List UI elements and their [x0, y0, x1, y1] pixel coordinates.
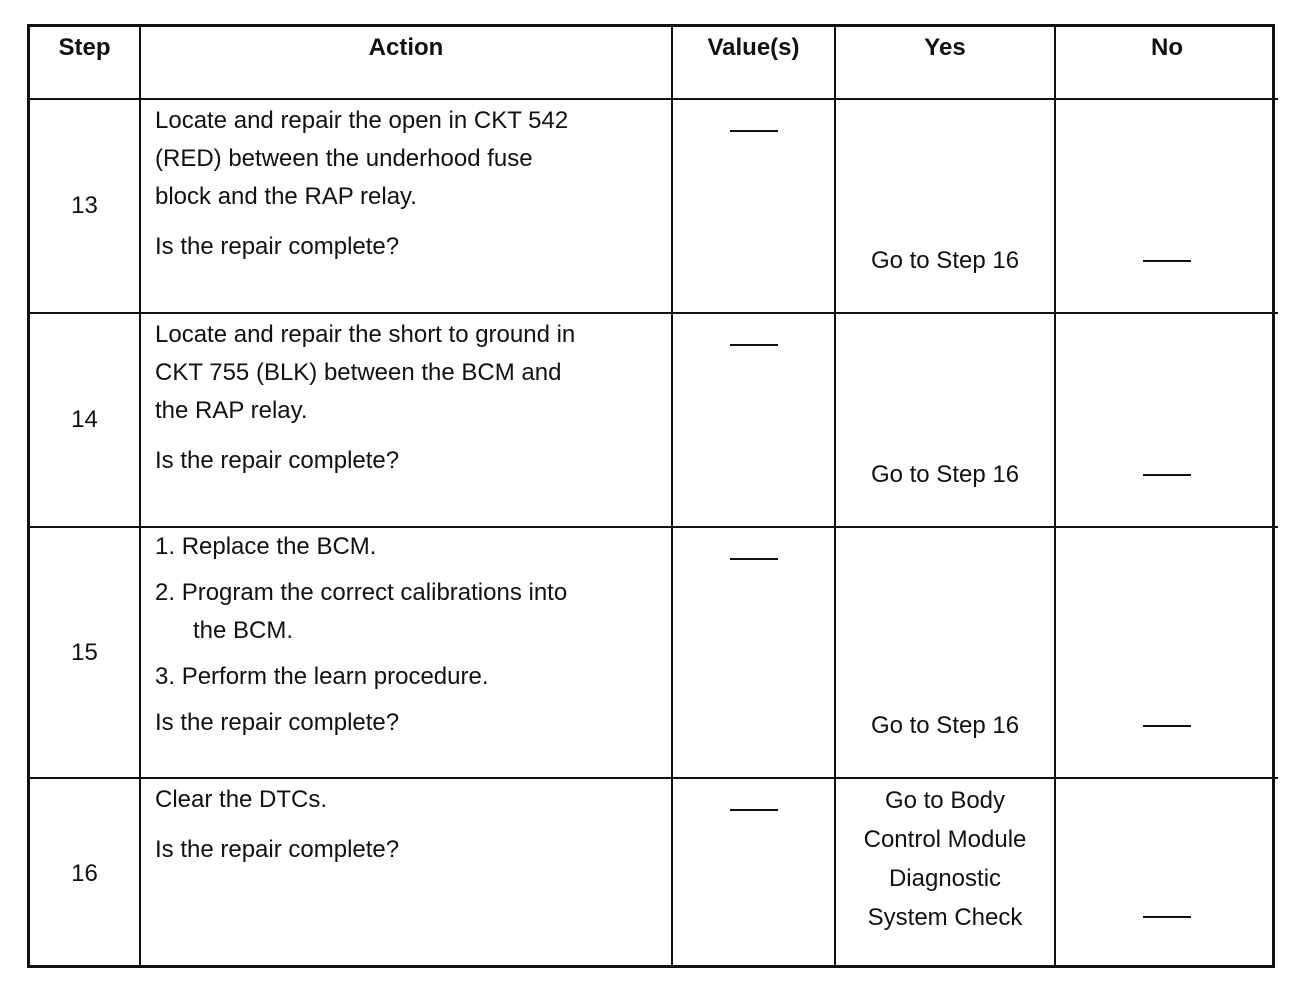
no-cell: [1055, 99, 1278, 313]
diagnostic-table: [30, 27, 1278, 968]
header-row: [30, 27, 1278, 99]
procedure-text: Program the correct calibrations into: [181, 579, 568, 606]
procedure-text-continued: the BCM.: [193, 617, 294, 644]
action-cell: [140, 527, 672, 778]
value-cell: [672, 527, 835, 778]
procedure-number: 2.: [155, 579, 176, 606]
table-row-step-13: [30, 99, 1278, 313]
diagnostic-table-frame: [27, 24, 1275, 968]
table-row-step-15: [30, 527, 1278, 778]
step-number: 14: [30, 313, 140, 527]
action-line: (RED) between the underhood fuse: [155, 145, 533, 172]
action-question: Is the repair complete?: [155, 447, 400, 474]
action-question: Is the repair complete?: [155, 836, 400, 863]
yes-link[interactable]: Go to Step 16: [870, 247, 1020, 274]
value-cell: [672, 313, 835, 527]
action-line: Clear the DTCs.: [155, 786, 328, 813]
action-cell: [140, 99, 672, 313]
action-text: [155, 314, 663, 430]
action-question: Is the repair complete?: [155, 709, 400, 736]
procedure-number: 1.: [155, 533, 176, 560]
yes-cell: [835, 99, 1055, 313]
yes-cell: [835, 313, 1055, 527]
table-row-step-14: [30, 313, 1278, 527]
procedure-number: 3.: [155, 663, 176, 690]
yes-line: System Check: [867, 904, 1023, 931]
no-cell: [1055, 313, 1278, 527]
action-text: [155, 100, 663, 216]
action-text: [155, 779, 663, 819]
no-blank: [1143, 474, 1191, 476]
no-blank: [1143, 260, 1191, 262]
action-line: CKT 755 (BLK) between the BCM and: [155, 359, 562, 386]
no-cell: [1055, 778, 1278, 968]
no-blank: [1143, 725, 1191, 727]
header-values: Value(s): [672, 27, 835, 99]
no-blank: [1143, 916, 1191, 918]
header-action: Action: [140, 27, 672, 99]
step-number: 16: [30, 778, 140, 968]
action-line: Locate and repair the short to ground in: [155, 321, 576, 348]
yes-link[interactable]: [836, 779, 1054, 937]
procedure-text: Replace the BCM.: [181, 533, 377, 560]
value-blank: [730, 130, 778, 132]
action-cell: [140, 313, 672, 527]
yes-cell: [835, 527, 1055, 778]
yes-cell: [835, 778, 1055, 968]
value-blank: [730, 809, 778, 811]
yes-link[interactable]: Go to Step 16: [870, 712, 1020, 739]
procedure-item: [155, 658, 663, 696]
no-cell: [1055, 527, 1278, 778]
yes-line: Diagnostic: [888, 865, 1002, 892]
header-step: Step: [30, 27, 140, 99]
action-line: the RAP relay.: [155, 397, 308, 424]
yes-line: Go to Body: [884, 787, 1006, 814]
yes-line: Control Module: [863, 826, 1027, 853]
procedure-list: [155, 528, 663, 696]
action-line: block and the RAP relay.: [155, 183, 417, 210]
value-cell: [672, 99, 835, 313]
procedure-text: Perform the learn procedure.: [181, 663, 489, 690]
step-number: 15: [30, 527, 140, 778]
value-cell: [672, 778, 835, 968]
procedure-item: [155, 528, 663, 566]
table-row-step-16: [30, 778, 1278, 968]
procedure-item: [155, 574, 663, 650]
step-number: 13: [30, 99, 140, 313]
action-cell: [140, 778, 672, 968]
header-no: No: [1055, 27, 1278, 99]
header-yes: Yes: [835, 27, 1055, 99]
yes-link[interactable]: Go to Step 16: [870, 461, 1020, 488]
value-blank: [730, 558, 778, 560]
value-blank: [730, 344, 778, 346]
action-line: Locate and repair the open in CKT 542: [155, 107, 569, 134]
action-question: Is the repair complete?: [155, 233, 400, 260]
